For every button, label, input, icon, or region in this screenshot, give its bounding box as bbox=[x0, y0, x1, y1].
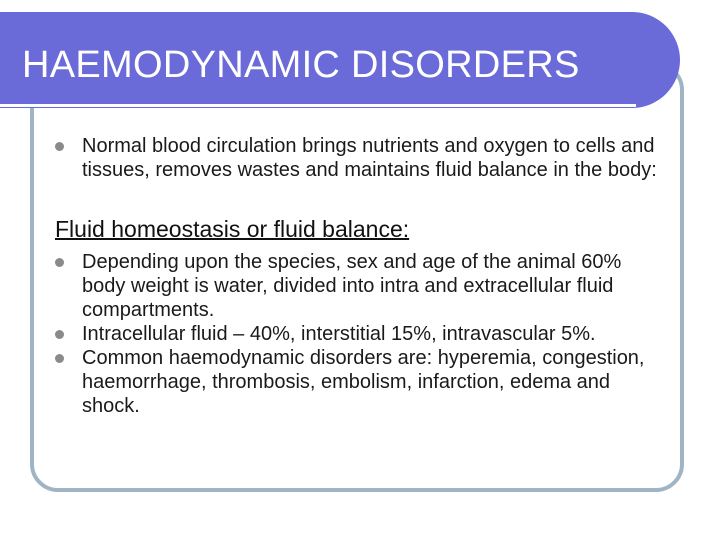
list-item bbox=[0, 134, 672, 182]
bullet-text: Depending upon the species, sex and age of the animal 60% body weight is water, divided into intra and extracellular fluid compartments. bbox=[82, 251, 622, 321]
list-item bbox=[0, 346, 668, 418]
section-subheading: Fluid homeostasis or fluid balance: bbox=[55, 216, 410, 242]
list-item bbox=[0, 250, 668, 322]
intro-bullet-list bbox=[0, 134, 720, 182]
title-underline bbox=[0, 104, 636, 107]
bullet-text: Intracellular fluid – 40%, interstitial 15%, intravascular 5%. bbox=[82, 323, 596, 345]
bullet-dot-icon bbox=[55, 354, 64, 363]
bullet-dot-icon bbox=[55, 142, 64, 151]
bullet-text: Normal blood circulation brings nutrients and oxygen to cells and tissues, removes wastes and maintains fluid balance in the body: bbox=[82, 135, 657, 181]
title-banner bbox=[0, 12, 680, 108]
slide-title: HAEMODYNAMIC DISORDERS bbox=[22, 44, 580, 86]
bullet-dot-icon bbox=[55, 330, 64, 339]
fluid-bullet-list bbox=[0, 250, 720, 418]
bullet-text: Common haemodynamic disorders are: hyperemia, congestion, haemorrhage, thrombosis, embolism, infarction, edema and shock. bbox=[82, 347, 645, 417]
bullet-dot-icon bbox=[55, 258, 64, 267]
list-item bbox=[0, 322, 668, 346]
